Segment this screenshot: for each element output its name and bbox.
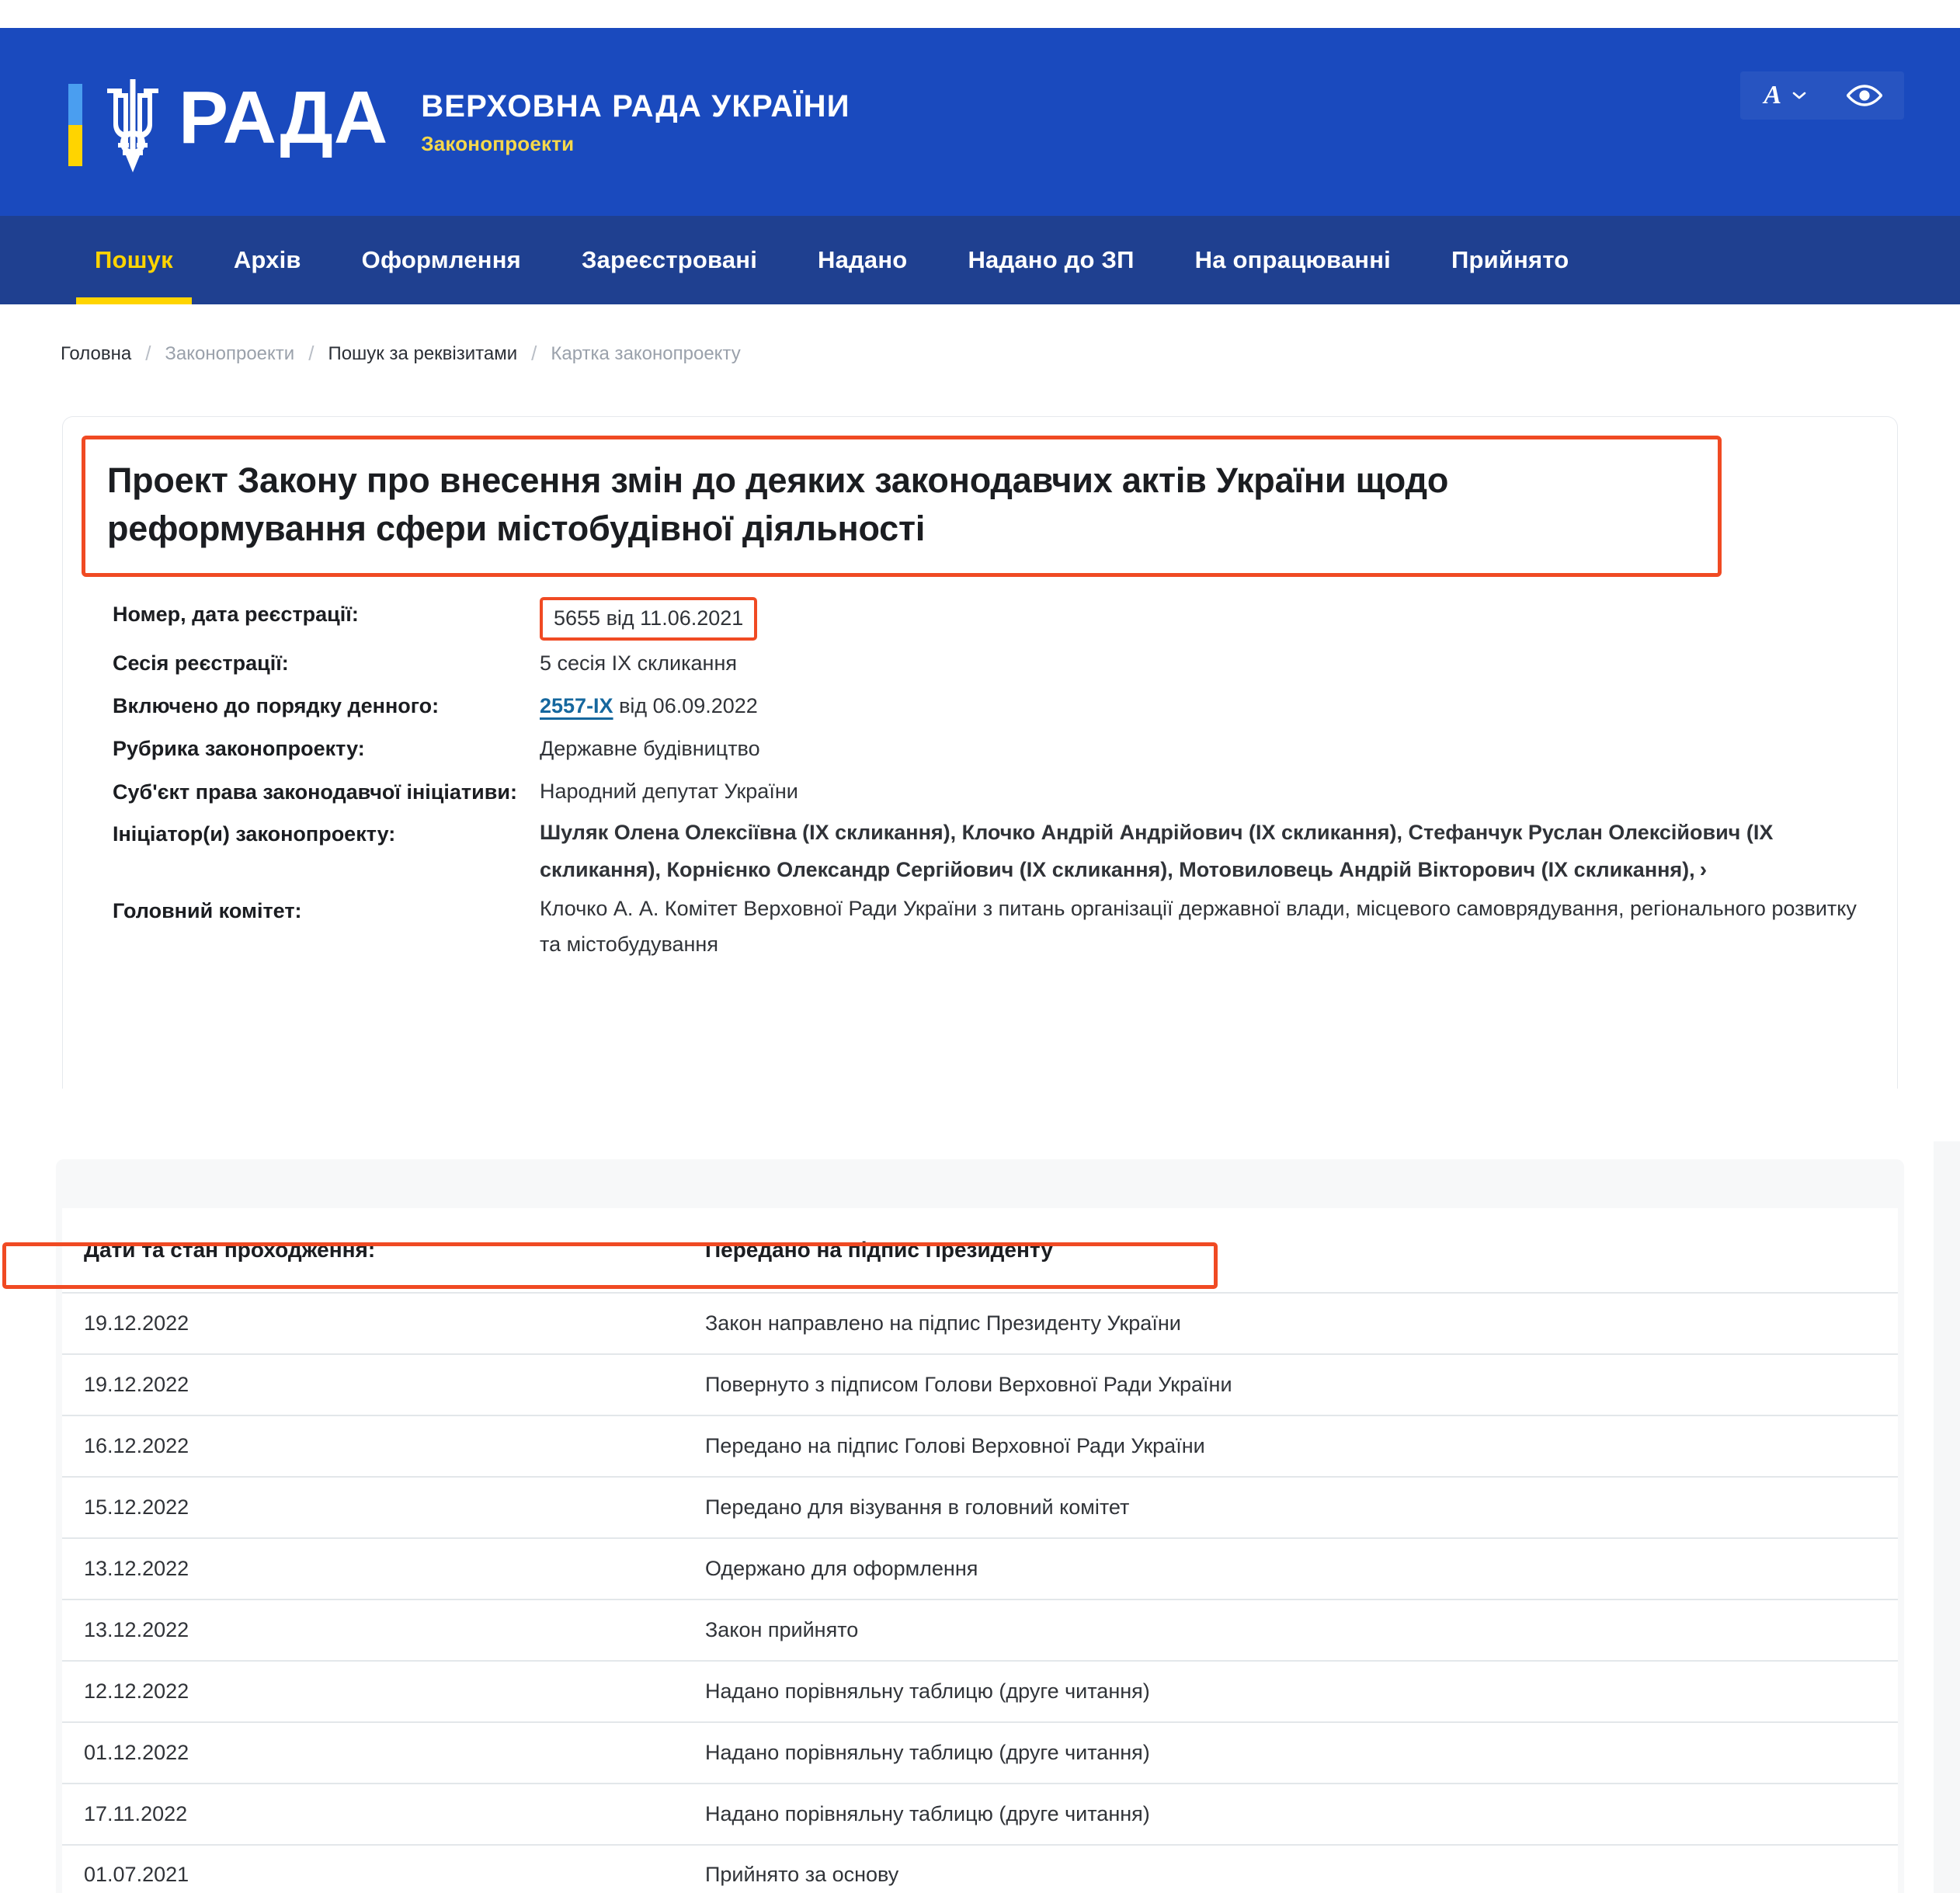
- meta-label: Номер, дата реєстрації:: [113, 603, 359, 626]
- nav-item-oformlennia[interactable]: Оформлення: [361, 246, 521, 273]
- header-tools: [1740, 71, 1904, 120]
- row-state: Надано порівняльну таблицю (друге читання): [705, 1679, 1150, 1703]
- meta-row-rubric: [113, 728, 1875, 769]
- meta-value: 5 сесія IX скликання: [540, 651, 737, 675]
- meta-value: [540, 594, 1875, 641]
- table-row[interactable]: [62, 1783, 1898, 1844]
- initiators-text: Шуляк Олена Олексіївна (IX скликання), Клочко Андрій Андрійович (IX скликання), Стефанчук Руслан Олексійович (IX скликання), Корнієнко Олександр Сергійович (IX скликання), Мотовиловець Андрій Вікторович (IX скликання),: [540, 821, 1774, 881]
- meta-label: Сесія реєстрації:: [113, 651, 289, 675]
- meta-row-registration-number: [113, 594, 1875, 641]
- bill-metadata: [113, 594, 1875, 964]
- row-date: 12.12.2022: [84, 1679, 189, 1703]
- row-state: Передано на підпис Голові Верховної Ради України: [705, 1434, 1205, 1457]
- row-state: Надано порівняльну таблицю (друге читання): [705, 1802, 1150, 1825]
- chevron-down-icon: [1792, 91, 1806, 100]
- page-title: Проект Закону про внесення змін до деяких законодавчих актів України щодо реформування сфери містобудівної діяльності: [82, 436, 1722, 577]
- table-row[interactable]: [62, 1721, 1898, 1783]
- column-header-date: Дати та стан проходження:: [84, 1238, 376, 1262]
- logo-wordmark: РАДА: [179, 76, 389, 159]
- meta-label: Головний комітет:: [113, 899, 302, 922]
- nav-item-zareiestrovani[interactable]: Зареєстровані: [581, 246, 758, 273]
- site-title: ВЕРХОВНА РАДА УКРАЇНИ: [421, 89, 850, 123]
- row-date: 19.12.2022: [84, 1373, 189, 1396]
- table-row[interactable]: [62, 1292, 1898, 1353]
- meta-value: Клочко А. А. Комітет Верховної Ради України з питань організації державної влади, місцевого самоврядування, регіонального розвитку та містобудування: [540, 897, 1857, 956]
- meta-value: [540, 814, 1875, 888]
- meta-value: Державне будівництво: [540, 737, 760, 760]
- accessibility-toggle-button[interactable]: [1839, 81, 1890, 110]
- breadcrumb-separator: /: [531, 342, 537, 365]
- nav-item-na-opratsiuvanni[interactable]: На опрацюванні: [1194, 246, 1391, 273]
- meta-row-committee: [113, 891, 1875, 962]
- breadcrumb-item-search[interactable]: Пошук за реквізитами: [328, 342, 518, 364]
- meta-label: Включено до порядку денного:: [113, 694, 440, 717]
- expand-initiators-chevron-icon[interactable]: ›: [1699, 857, 1708, 881]
- meta-label: Рубрика законопроекту:: [113, 737, 365, 760]
- row-date: 01.12.2022: [84, 1741, 189, 1764]
- nav-item-poshuk[interactable]: Пошук: [76, 216, 192, 304]
- main-navigation: [0, 216, 1960, 304]
- nav-item-arhiv[interactable]: Архів: [233, 246, 301, 273]
- row-date: 19.12.2022: [84, 1311, 189, 1335]
- nav-list: [76, 216, 1611, 304]
- row-state: Прийнято за основу: [705, 1863, 899, 1886]
- row-state: Закон прийнято: [705, 1618, 859, 1641]
- row-date: 13.12.2022: [84, 1618, 189, 1641]
- table-row[interactable]: [62, 1415, 1898, 1476]
- page-scrollbar-track[interactable]: [1934, 1141, 1960, 1893]
- table-row[interactable]: [62, 1353, 1898, 1415]
- bill-card: [62, 416, 1898, 1089]
- meta-row-session: [113, 643, 1875, 683]
- row-date: 16.12.2022: [84, 1434, 189, 1457]
- column-header-state: Передано на підпис Президенту: [705, 1238, 1053, 1262]
- row-state: Надано порівняльну таблицю (друге читання): [705, 1741, 1150, 1764]
- row-state: Закон направлено на підпис Президенту України: [705, 1311, 1181, 1335]
- row-date: 17.11.2022: [84, 1802, 188, 1825]
- meta-label: Ініціатор(и) законопроекту:: [113, 822, 396, 846]
- row-date: 01.07.2021: [84, 1863, 189, 1886]
- history-table-header: [62, 1208, 1898, 1292]
- nav-item-pryiniato[interactable]: Прийнято: [1451, 246, 1569, 273]
- breadcrumb-separator: /: [308, 342, 315, 365]
- history-panel: [56, 1159, 1904, 1893]
- breadcrumb-item-bills[interactable]: Законопроекти: [165, 342, 295, 364]
- ukraine-flag-icon: [68, 84, 82, 166]
- registration-number-value: 5655 від 11.06.2021: [540, 597, 757, 641]
- site-header: [0, 28, 1960, 216]
- history-panel-inner: [62, 1208, 1898, 1893]
- meta-row-agenda: [113, 686, 1875, 726]
- breadcrumb-separator: /: [145, 342, 151, 365]
- agenda-date: від 06.09.2022: [613, 694, 758, 717]
- nav-item-nadano[interactable]: Надано: [818, 246, 908, 273]
- table-row[interactable]: [62, 1844, 1898, 1893]
- meta-label: Суб'єкт права законодавчої ініціативи:: [113, 780, 517, 804]
- row-date: 13.12.2022: [84, 1557, 189, 1580]
- meta-value: [540, 686, 1875, 726]
- meta-row-subject: [113, 771, 1875, 811]
- breadcrumb: [61, 342, 741, 366]
- font-size-selector[interactable]: [1754, 79, 1816, 112]
- agenda-link[interactable]: 2557-IX: [540, 694, 613, 717]
- eye-icon: [1847, 84, 1882, 107]
- meta-value: Народний депутат України: [540, 780, 798, 803]
- trident-emblem-icon: [99, 76, 166, 174]
- table-row[interactable]: [62, 1537, 1898, 1599]
- table-row[interactable]: [62, 1476, 1898, 1537]
- nav-item-nadano-do-zp[interactable]: Надано до ЗП: [968, 246, 1135, 273]
- font-size-label: A: [1764, 81, 1781, 109]
- row-state: Повернуто з підписом Голови Верховної Ради України: [705, 1373, 1232, 1396]
- row-state: Передано для візування в головний комітет: [705, 1495, 1130, 1519]
- site-subtitle: Законопроекти: [421, 132, 575, 155]
- table-row[interactable]: [62, 1599, 1898, 1660]
- breadcrumb-item-bill-card: Картка законопроекту: [551, 342, 741, 364]
- site-logo[interactable]: [68, 76, 850, 174]
- row-state: Одержано для оформлення: [705, 1557, 978, 1580]
- breadcrumb-item-home[interactable]: Головна: [61, 342, 132, 364]
- row-date: 15.12.2022: [84, 1495, 189, 1519]
- meta-row-initiators: [113, 814, 1875, 888]
- table-row[interactable]: [62, 1660, 1898, 1721]
